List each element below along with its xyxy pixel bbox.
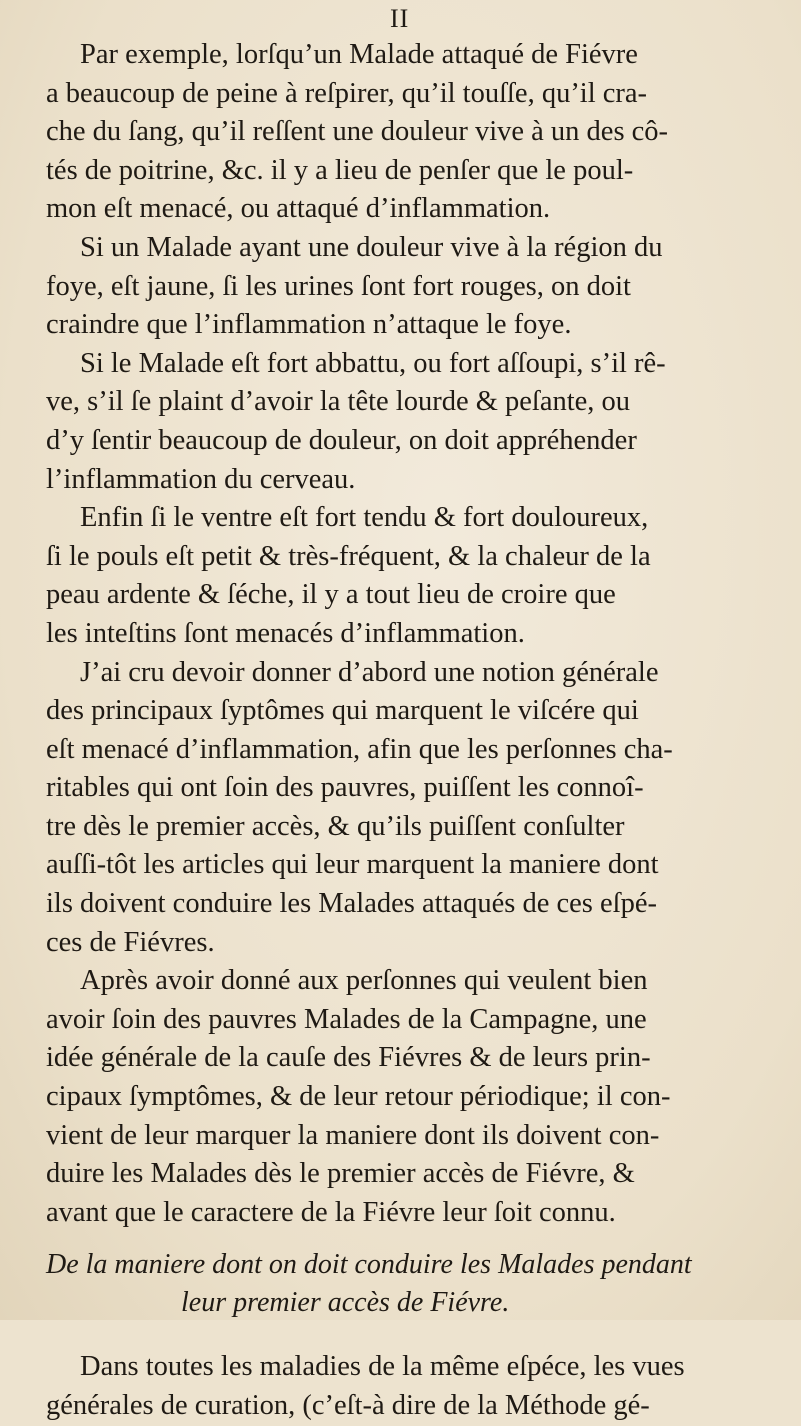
paragraph-brain [46,345,791,499]
text-line: ritables qui ont ſoin des pauvres, puiſſent les connoî- [46,772,644,804]
paragraph-liver [46,229,791,345]
text-line: avoir ſoin des pauvres Malades de la Campagne, une [46,1003,647,1035]
text-line: des principaux ſyptômes qui marquent le viſcére qui [46,695,639,727]
text-line: ils doivent conduire les Malades attaqués de ces eſpé- [46,888,657,920]
text-line: duire les Malades dès le premier accès de Fiévre, & [46,1158,635,1190]
text-line: Enfin ſi le ventre eſt fort tendu & fort douloureux, [80,502,649,534]
text-line: tre dès le premier accès, & qu’ils puiſſent conſulter [46,810,625,842]
text-line: cipaux ſymptômes, & de leur retour périodique; il con- [46,1081,671,1113]
text-line: che du ſang, qu’il reſſent une douleur vive à un des cô- [46,116,669,148]
page-number: II [390,4,410,33]
text-line: ces de Fiévres. [46,926,215,958]
text-line: a beaucoup de peine à reſpirer, qu’il touſſe, qu’il cra- [46,77,648,109]
text-line: craindre que l’inflammation n’attaque le foye. [46,309,572,341]
text-line: foye, eſt jaune, ſi les urines ſont fort rouges, on doit [46,270,631,302]
text-line: Par exemple, lorſqu’un Malade attaqué de Fiévre [80,39,638,70]
body-text [46,36,791,1426]
section-heading-line: leur premier accès de Fiévre. [181,1287,510,1319]
text-line: Si un Malade ayant une douleur vive à la région du [80,231,663,263]
text-line: générales de curation, (c’eſt-à dire de la Méthode gé- [46,1390,650,1421]
text-line: J’ai cru devoir donner d’abord une notion générale [80,656,659,688]
text-line: avant que le caractere de la Fiévre leur ſoit connu. [46,1196,616,1228]
text-line: idée générale de la cauſe des Fiévres & de leurs prin- [46,1042,651,1074]
text-line: les inteſtins ſont menacés d’inflammation. [46,617,525,649]
section-heading [46,1246,791,1322]
text-line: Dans toutes les maladies de la même eſpéce, les vues [80,1351,685,1383]
text-line: eſt menacé d’inflammation, afin que les perſonnes cha- [46,733,673,765]
text-line: vient de leur marquer la maniere dont ils doivent con- [46,1119,660,1151]
text-line: ſi le pouls eſt petit & très-fréquent, & la chaleur de la [46,540,651,572]
paragraph-notion [46,654,791,963]
text-line: d’y ſentir beaucoup de douleur, on doit appréhender [46,424,637,456]
text-line: Si le Malade eſt fort abbattu, ou fort aſſoupi, s’il rê- [80,347,666,379]
paragraph-final [46,1348,791,1425]
text-line: l’inflammation du cerveau. [46,463,356,495]
paragraph-intestines [46,499,791,653]
paragraph-conduct [46,962,791,1232]
text-line: auſſi-tôt les articles qui leur marquent la maniere dont [46,849,659,881]
text-line: Après avoir donné aux perſonnes qui veulent bien [80,965,648,997]
text-line: mon eſt menacé, ou attaqué d’inflammation. [46,193,551,225]
section-heading-line: De la maniere dont on doit conduire les Malades pendant [46,1249,692,1281]
paragraph-lung [46,36,791,229]
text-line: peau ardente & ſéche, il y a tout lieu de croire que [46,579,616,611]
text-line: ve, s’il ſe plaint d’avoir la tête lourde & peſante, ou [46,386,631,418]
text-line: tés de poitrine, &c. il y a lieu de penſer que le poul- [46,154,634,186]
